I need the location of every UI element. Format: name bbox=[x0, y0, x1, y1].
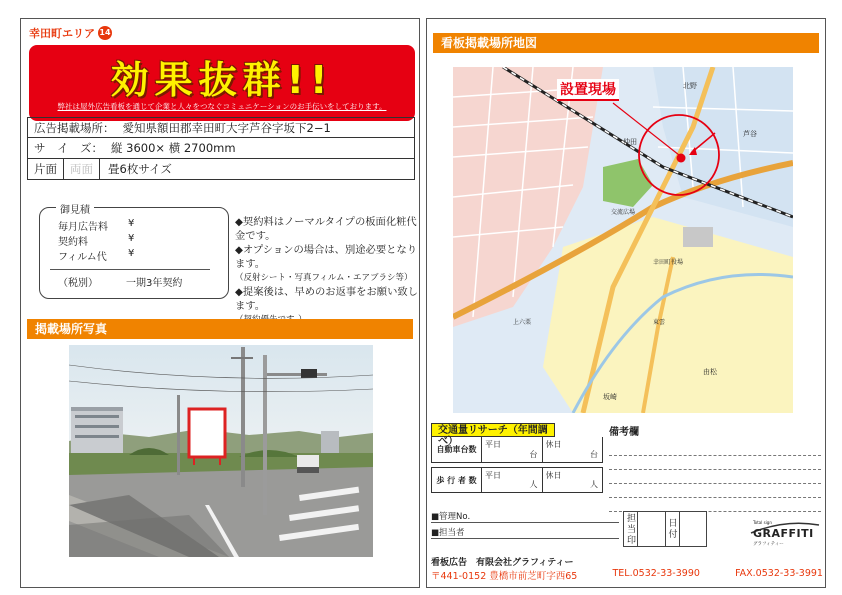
footer-address: 〒441-0152 豊橋市前芝町字西65 bbox=[431, 571, 578, 582]
stamp-box bbox=[623, 511, 707, 547]
manager-no-field[interactable] bbox=[431, 509, 619, 523]
remarks-line[interactable] bbox=[609, 484, 821, 498]
estimate-row-value: ¥ bbox=[128, 233, 135, 244]
remarks-line[interactable] bbox=[609, 470, 821, 484]
footer-contact bbox=[431, 568, 823, 582]
map-image bbox=[453, 67, 793, 413]
estimate-row-value: ¥ bbox=[128, 218, 135, 229]
holiday-label: 休日 bbox=[545, 440, 562, 449]
remarks-line[interactable] bbox=[609, 456, 821, 470]
remarks-line[interactable] bbox=[609, 442, 821, 456]
note-option-sub: （反射シート・写真フィルム・エアブラシ等） bbox=[235, 273, 413, 283]
map-label: 東雲 bbox=[653, 319, 666, 326]
banner-title: 効果抜群!! bbox=[110, 58, 334, 102]
size-row bbox=[27, 138, 415, 159]
estimate-tax: （税別） bbox=[58, 278, 98, 289]
estimate-row-value: ¥ bbox=[128, 248, 135, 259]
map-label: 上六栗 bbox=[513, 319, 532, 326]
area-label-text: 幸田町エリア bbox=[29, 27, 95, 40]
headline-banner bbox=[29, 45, 415, 121]
location-label: 広告掲載場所： bbox=[34, 120, 115, 135]
logo-tag: Total sign bbox=[753, 520, 772, 525]
note-reply: ◆提案後は、早めのお返事をお願い致します。 bbox=[235, 286, 418, 312]
remarks bbox=[609, 423, 821, 512]
estimate-row bbox=[58, 233, 218, 248]
estimate-title: 御見積 bbox=[56, 201, 94, 216]
traffic-research bbox=[431, 423, 603, 493]
logo-kana: グラフィティー bbox=[753, 542, 784, 547]
estimate-divider bbox=[50, 269, 210, 270]
manager-info bbox=[431, 509, 619, 541]
stamp-area[interactable] bbox=[638, 512, 666, 546]
side-row bbox=[27, 159, 415, 180]
map-label: 芦谷 bbox=[743, 130, 757, 138]
traffic-row-cars bbox=[431, 437, 603, 463]
estimate-row bbox=[58, 218, 218, 233]
site-photo-image bbox=[69, 345, 373, 557]
estimate-footer bbox=[58, 274, 218, 289]
traffic-title: 交通量リサーチ（年間調べ） bbox=[431, 423, 555, 437]
unit-label: 人 bbox=[529, 480, 538, 489]
remarks-title: 備考欄 bbox=[609, 427, 639, 438]
weekday-label: 平日 bbox=[485, 440, 501, 449]
estimate-row-label: 毎月広告料 bbox=[58, 222, 108, 233]
map-label: 北野 bbox=[683, 82, 697, 90]
map-section-title: 看板掲載場所地図 bbox=[433, 33, 819, 53]
info-table bbox=[27, 117, 415, 180]
map-label: 坂崎 bbox=[603, 393, 617, 401]
notes bbox=[235, 215, 419, 327]
company-logo bbox=[749, 519, 821, 549]
date-label: 日付 bbox=[666, 512, 680, 546]
traffic-weekday-cell[interactable] bbox=[482, 468, 543, 492]
note-option: ◆オプションの場合は、別途必要となります。 bbox=[235, 244, 418, 270]
unit-label: 人 bbox=[590, 480, 598, 489]
area-label bbox=[29, 25, 112, 41]
traffic-row-label: 歩 行 者 数 bbox=[432, 468, 482, 492]
site-photo bbox=[69, 345, 373, 557]
remarks-line[interactable] bbox=[609, 498, 821, 512]
traffic-row-pedestrians bbox=[431, 467, 603, 493]
traffic-holiday-cell[interactable] bbox=[543, 437, 603, 462]
side-two: 両面 bbox=[64, 159, 100, 179]
estimate-box bbox=[39, 207, 229, 299]
map-label: 幸田町役場 bbox=[653, 259, 684, 266]
location-map bbox=[453, 67, 793, 413]
unit-label: 台 bbox=[529, 450, 538, 459]
holiday-label: 休日 bbox=[545, 471, 562, 480]
weekday-label: 平日 bbox=[485, 471, 501, 480]
photo-section-title: 掲載場所写真 bbox=[27, 319, 413, 339]
tatami-size: 畳6枚サイズ bbox=[108, 162, 172, 176]
map-label: 仲田 bbox=[623, 138, 637, 146]
size-label: サ イ ズ： bbox=[34, 141, 103, 155]
estimate-row-label: フィルム代 bbox=[58, 252, 107, 263]
traffic-holiday-cell[interactable] bbox=[543, 468, 603, 492]
footer-fax: FAX.0532-33-3991 bbox=[735, 568, 823, 579]
map-label: 交流広場 bbox=[611, 209, 636, 216]
footer-company: 看板広告 有限会社グラフィティー bbox=[431, 558, 574, 568]
map-label: 由松 bbox=[703, 368, 717, 376]
traffic-row-label: 自動車台数 bbox=[432, 437, 482, 462]
estimate-term: 一期3年契約 bbox=[126, 278, 183, 289]
location-row bbox=[27, 117, 415, 138]
left-panel bbox=[20, 18, 420, 588]
logo-name: GRAFFITI bbox=[753, 527, 814, 540]
side-one: 片面 bbox=[28, 159, 64, 179]
stamp-label: 担当印 bbox=[624, 512, 638, 546]
site-label: 設置現場 bbox=[557, 79, 619, 101]
footer-tel: TEL.0532-33-3990 bbox=[612, 568, 700, 579]
manager-no-label: ■管理No. bbox=[431, 512, 471, 522]
estimate-row-label: 契約料 bbox=[58, 237, 88, 248]
unit-label: 台 bbox=[590, 450, 598, 459]
date-area[interactable] bbox=[680, 512, 707, 546]
right-panel bbox=[426, 18, 826, 588]
estimate-row bbox=[58, 248, 218, 263]
person-field[interactable] bbox=[431, 525, 619, 539]
area-number-badge: 14 bbox=[98, 26, 112, 40]
traffic-weekday-cell[interactable] bbox=[482, 437, 543, 462]
location-value: 愛知県額田郡幸田町大字芦谷字坂下2−1 bbox=[122, 120, 331, 135]
note-contract: ◆契約料はノーマルタイプの板面化粧代金です。 bbox=[235, 216, 417, 242]
person-label: ■担当者 bbox=[431, 528, 465, 538]
banner-subtitle: 弊社は屋外広告看板を通じて企業と人々をつなぐコミュニケーションのお手伝いをしております。 bbox=[57, 102, 387, 111]
size-value: 縦 3600× 横 2700mm bbox=[111, 141, 236, 155]
